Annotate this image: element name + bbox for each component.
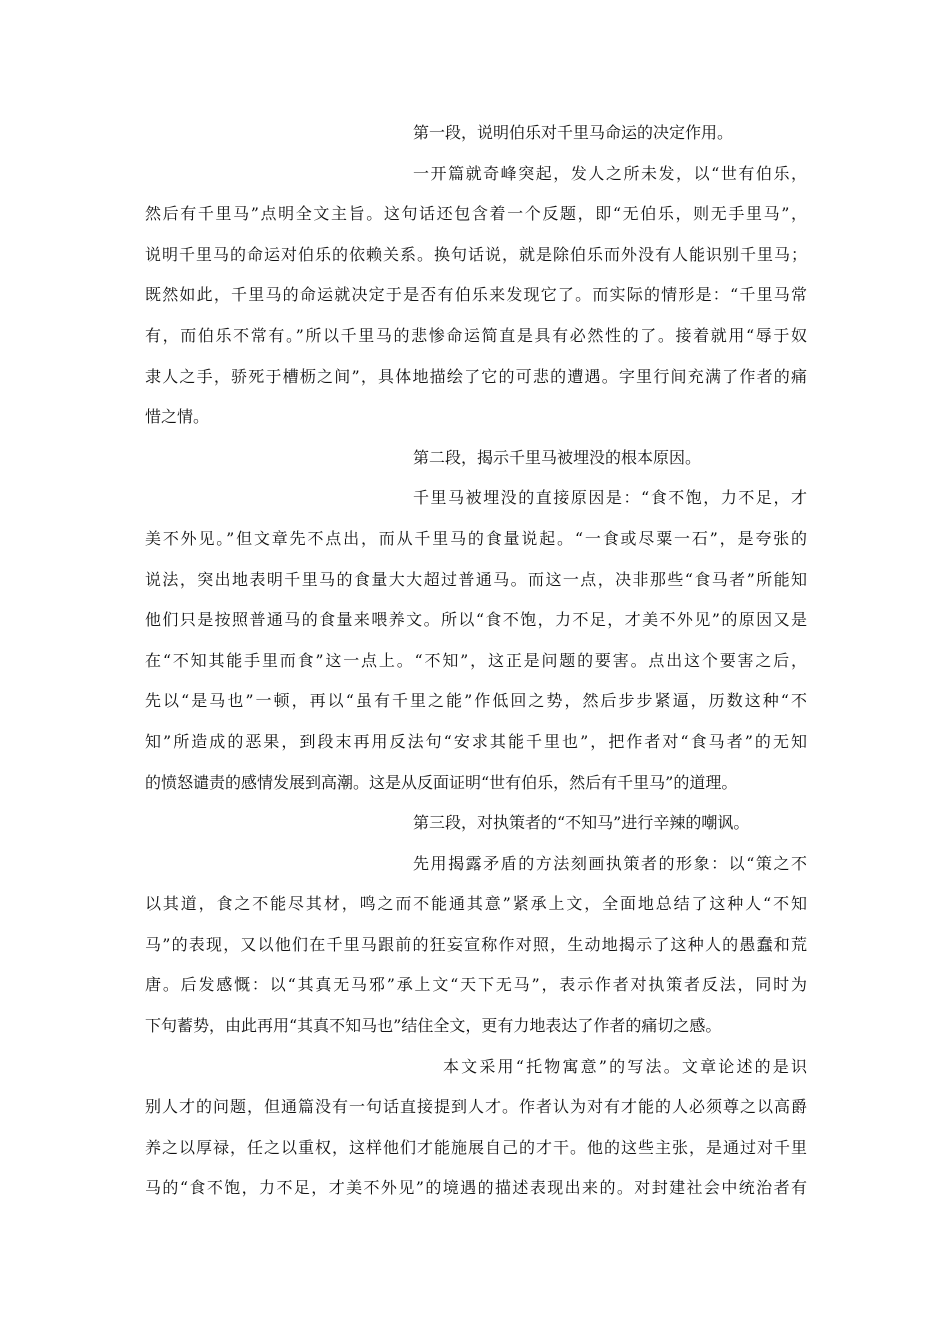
paragraph-line: 美不外见。”但文章先不点出，而从千里马的食量说起。“一食或尽粟一石”，是夸张的	[145, 528, 807, 548]
paragraph-line: 隶人之手，骄死于槽枥之间”，具体地描绘了它的可悲的遭遇。字里行间充满了作者的痛	[145, 366, 807, 386]
paragraph-line: 以其道，食之不能尽其材，鸣之而不能通其意”紧承上文，全面地总结了这种人“不知	[145, 894, 807, 914]
paragraph-line: 马的“食不饱，力不足，才美不外见”的境遇的描述表现出来的。对封建社会中统治者有	[145, 1178, 807, 1198]
paragraph-line: 千里马被埋没的直接原因是：“食不饱，力不足，才	[413, 488, 807, 508]
paragraph-line: 知”所造成的恶果，到段末再用反法句“安求其能千里也”，把作者对“食马者”的无知	[145, 731, 807, 751]
paragraph-line: 说法，突出地表明千里马的食量大大超过普通马。而这一点，决非那些“食马者”所能知	[145, 569, 807, 589]
paragraph-line: 说明千里马的命运对伯乐的依赖关系。换句话说，就是除伯乐而外没有人能识别千里马；	[145, 244, 807, 264]
paragraph-line: 在“不知其能手里而食”这一点上。“不知”，这正是问题的要害。点出这个要害之后，	[145, 650, 807, 670]
section-heading-2: 第二段，揭示千里马被埋没的根本原因。	[413, 447, 702, 467]
paragraph-line: 本文采用“托物寓意”的写法。文章论述的是识	[443, 1056, 807, 1076]
paragraph-line: 他们只是按照普通马的食量来喂养文。所以“食不饱，力不足，才美不外见”的原因又是	[145, 610, 807, 630]
paragraph-line: 养之以厚禄，任之以重权，这样他们才能施展自己的才干。他的这些主张，是通过对千里	[145, 1137, 807, 1157]
paragraph-line: 一开篇就奇峰突起，发人之所未发，以“世有伯乐，	[413, 163, 807, 183]
article-body	[145, 113, 807, 1209]
paragraph-line: 先以“是马也”一顿，再以“虽有千里之能”作低回之势，然后步步紧逼，历数这种“不	[145, 691, 807, 711]
paragraph-line: 下句蓄势，由此再用“其真不知马也”结住全文，更有力地表达了作者的痛切之感。	[145, 1016, 722, 1036]
paragraph-line: 唐。后发感慨：以“其真无马邪”承上文“天下无马”，表示作者对执策者反法，同时为	[145, 975, 807, 995]
paragraph-line: 惜之情。	[145, 407, 210, 427]
section-heading-3: 第三段，对执策者的“不知马”进行辛辣的嘲讽。	[413, 813, 750, 833]
paragraph-line: 的愤怒谴责的感情发展到高潮。这是从反面证明“世有伯乐，然后有千里马”的道理。	[145, 772, 738, 792]
paragraph-line: 有，而伯乐不常有。”所以千里马的悲惨命运简直是具有必然性的了。接着就用“辱于奴	[145, 325, 807, 345]
paragraph-line: 别人才的问题，但通篇没有一句话直接提到人才。作者认为对有才能的人必须尊之以高爵	[145, 1097, 807, 1117]
section-heading-1: 第一段，说明伯乐对千里马命运的决定作用。	[413, 123, 734, 142]
paragraph-line: 马”的表现，又以他们在千里马跟前的狂妄宣称作对照，生动地揭示了这种人的愚蠢和荒	[145, 934, 807, 954]
paragraph-line: 先用揭露矛盾的方法刻画执策者的形象：以“策之不	[413, 853, 807, 873]
paragraph-line: 然后有千里马”点明全文主旨。这句话还包含着一个反题，即“无伯乐，则无手里马”，	[145, 204, 807, 224]
paragraph-line: 既然如此，千里马的命运就决定于是否有伯乐来发现它了。而实际的情形是：“千里马常	[145, 285, 807, 305]
